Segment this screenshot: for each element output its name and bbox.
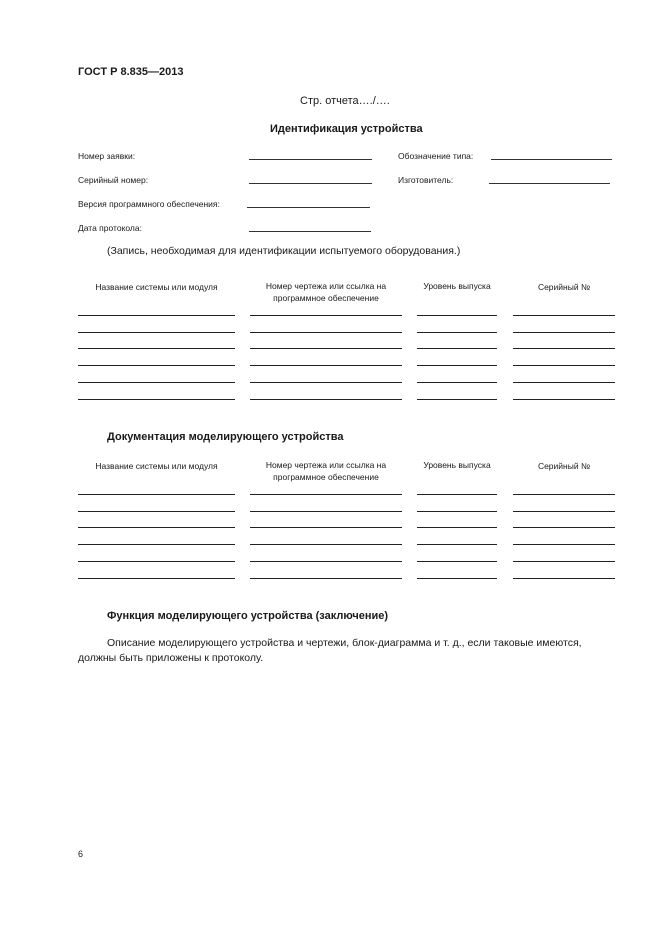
identification-title: Идентификация устройства	[270, 123, 423, 135]
table-rule-line[interactable]	[417, 527, 497, 528]
manufacturer-blank[interactable]	[489, 183, 610, 184]
table-rule-line[interactable]	[78, 527, 235, 528]
table-rule-line[interactable]	[78, 511, 235, 512]
table-rule-line[interactable]	[250, 399, 402, 400]
table-rule-line[interactable]	[78, 315, 235, 316]
type-designation-label: Обозначение типа:	[398, 151, 474, 161]
table-rule-line[interactable]	[417, 332, 497, 333]
table-rule-line[interactable]	[513, 399, 615, 400]
table2-header-serial: Серийный №	[537, 461, 591, 471]
software-version-blank[interactable]	[247, 207, 370, 208]
function-title: Функция моделирующего устройства (заключение)	[107, 610, 389, 622]
table-rule-line[interactable]	[513, 348, 615, 349]
table-rule-line[interactable]	[513, 544, 615, 545]
table1-header-system: Название системы или модуля	[95, 282, 218, 292]
table-rule-line[interactable]	[78, 332, 235, 333]
table-rule-line[interactable]	[513, 578, 615, 579]
table2-header-drawing: Номер чертежа или ссылка на программное обеспечение	[265, 460, 387, 482]
application-number-blank[interactable]	[249, 159, 372, 160]
protocol-date-label: Дата протокола:	[78, 223, 142, 233]
table-rule-line[interactable]	[250, 348, 402, 349]
documentation-title: Документация моделирующего устройства	[107, 431, 344, 443]
table1-header-drawing: Номер чертежа или ссылка на программное обеспечение	[265, 281, 387, 303]
table-rule-line[interactable]	[513, 511, 615, 512]
table-rule-line[interactable]	[250, 527, 402, 528]
table1-header-serial: Серийный №	[537, 282, 591, 292]
table-rule-line[interactable]	[250, 578, 402, 579]
table-rule-line[interactable]	[78, 494, 235, 495]
table2-header-level: Уровень выпуска	[423, 460, 491, 470]
serial-number-label: Серийный номер:	[78, 175, 149, 185]
table-rule-line[interactable]	[417, 348, 497, 349]
table-rule-line[interactable]	[513, 382, 615, 383]
table-rule-line[interactable]	[250, 511, 402, 512]
table-rule-line[interactable]	[78, 561, 235, 562]
report-page-counter: Стр. отчета…./….	[300, 95, 390, 107]
manufacturer-label: Изготовитель:	[398, 175, 454, 185]
table-rule-line[interactable]	[250, 365, 402, 366]
table-rule-line[interactable]	[513, 332, 615, 333]
function-description: Описание моделирующего устройства и чертежи, блок-диаграмма и т. д., если таковые имеются, должны быть приложены к протоколу.	[78, 637, 582, 664]
table-rule-line[interactable]	[513, 494, 615, 495]
protocol-date-blank[interactable]	[249, 231, 371, 232]
table-rule-line[interactable]	[417, 315, 497, 316]
identification-note: (Запись, необходимая для идентификации испытуемого оборудования.)	[107, 245, 461, 257]
serial-number-blank[interactable]	[249, 183, 372, 184]
table-rule-line[interactable]	[78, 382, 235, 383]
table-rule-line[interactable]	[250, 544, 402, 545]
table-rule-line[interactable]	[417, 544, 497, 545]
table-rule-line[interactable]	[78, 578, 235, 579]
table-rule-line[interactable]	[250, 382, 402, 383]
table-rule-line[interactable]	[513, 365, 615, 366]
table-rule-line[interactable]	[78, 544, 235, 545]
table-rule-line[interactable]	[78, 348, 235, 349]
page-number: 6	[78, 849, 84, 859]
table-rule-line[interactable]	[417, 511, 497, 512]
table1-header-level: Уровень выпуска	[423, 281, 491, 291]
table-rule-line[interactable]	[513, 561, 615, 562]
table-rule-line[interactable]	[250, 332, 402, 333]
table-rule-line[interactable]	[513, 315, 615, 316]
table-rule-line[interactable]	[78, 399, 235, 400]
table-rule-line[interactable]	[513, 527, 615, 528]
table-rule-line[interactable]	[417, 578, 497, 579]
table-rule-line[interactable]	[417, 561, 497, 562]
table-rule-line[interactable]	[417, 399, 497, 400]
table-rule-line[interactable]	[417, 494, 497, 495]
application-number-label: Номер заявки:	[78, 151, 136, 161]
table2-header-system: Название системы или модуля	[95, 461, 218, 471]
type-designation-blank[interactable]	[491, 159, 612, 160]
table-rule-line[interactable]	[250, 494, 402, 495]
table-rule-line[interactable]	[250, 315, 402, 316]
table-rule-line[interactable]	[417, 365, 497, 366]
software-version-label: Версия программного обеспечения:	[78, 199, 220, 209]
table-rule-line[interactable]	[78, 365, 235, 366]
table-rule-line[interactable]	[250, 561, 402, 562]
table-rule-line[interactable]	[417, 382, 497, 383]
document-code: ГОСТ Р 8.835—2013	[78, 66, 184, 78]
